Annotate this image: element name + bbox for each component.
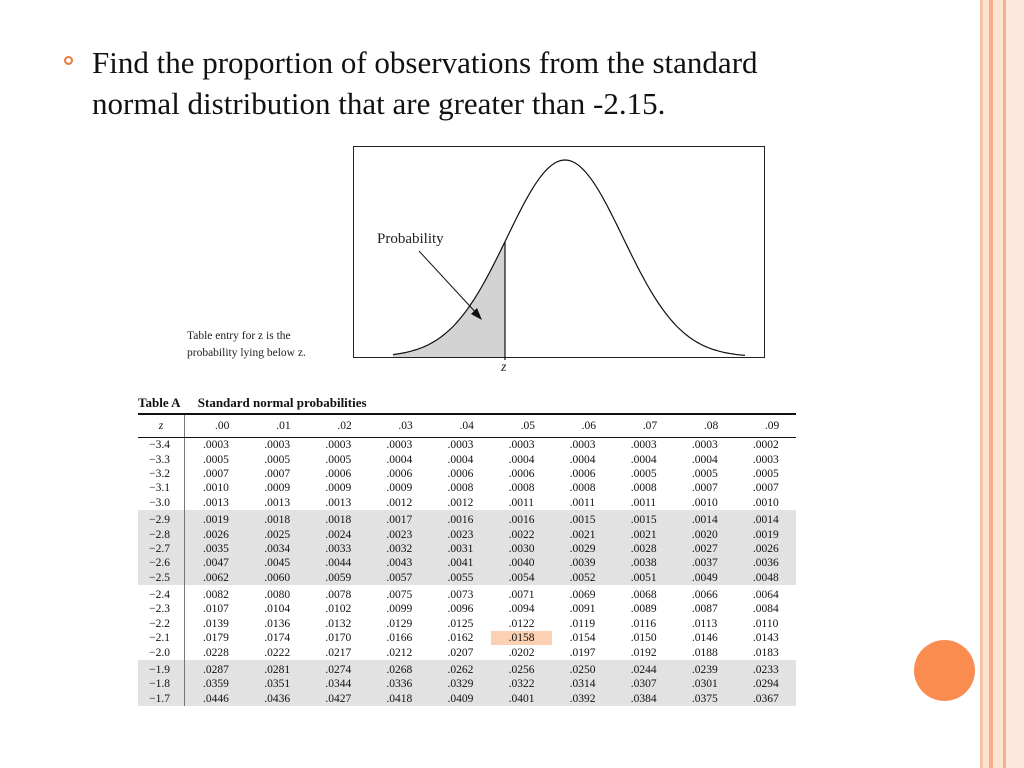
z-value-cell: −2.7 — [138, 542, 185, 556]
column-header: .02 — [337, 420, 352, 432]
probability-cell: .0136 — [264, 617, 291, 630]
probability-cell: .0032 — [368, 542, 429, 556]
probability-cell: .0401 — [491, 692, 552, 706]
z-table-grid — [138, 415, 796, 706]
probability-cell: .0244 — [613, 660, 674, 677]
z-value-cell: −2.5 — [138, 571, 185, 585]
probability-cell: .0016 — [491, 510, 552, 527]
probability-cell: .0384 — [613, 692, 674, 706]
table-label: Table A — [138, 395, 181, 410]
figure-caption — [187, 328, 306, 362]
probability-cell: .0143 — [752, 632, 779, 645]
probability-cell: .0008 — [447, 482, 474, 495]
probability-cell: .0004 — [508, 453, 535, 466]
table-row — [138, 467, 796, 481]
probability-cell: .0116 — [630, 617, 657, 630]
probability-cell: .0014 — [735, 510, 796, 527]
probability-cell: .0436 — [246, 692, 307, 706]
probability-cell: .0104 — [264, 603, 291, 616]
probability-cell: .0022 — [491, 527, 552, 541]
probability-cell: .0262 — [430, 660, 491, 677]
probability-cell: .0179 — [203, 632, 229, 645]
column-header: .05 — [520, 420, 535, 432]
probability-cell: .0052 — [552, 571, 613, 585]
probability-cell: .0026 — [735, 542, 796, 556]
probability-cell: .0007 — [691, 482, 718, 495]
probability-cell: .0096 — [447, 603, 474, 616]
probability-cell: .0082 — [203, 589, 229, 602]
probability-cell: .0009 — [264, 482, 291, 495]
probability-cell: .0055 — [430, 571, 491, 585]
probability-cell: .0125 — [447, 617, 474, 630]
probability-cell: .0367 — [735, 692, 796, 706]
probability-cell: .0003 — [691, 439, 718, 452]
probability-cell: .0010 — [203, 482, 229, 495]
z-value-cell: −2.4 — [138, 585, 185, 602]
table-row — [138, 438, 796, 452]
probability-cell: .0004 — [630, 453, 657, 466]
probability-cell: .0078 — [325, 589, 352, 602]
probability-cell: .0071 — [508, 589, 535, 602]
table-row — [138, 571, 796, 585]
column-header: .00 — [215, 420, 230, 432]
z-value-cell: −2.1 — [138, 631, 185, 645]
probability-cell: .0256 — [491, 660, 552, 677]
probability-cell: .0073 — [447, 589, 474, 602]
probability-cell: .0034 — [246, 542, 307, 556]
probability-cell: .0197 — [569, 646, 596, 659]
probability-cell: .0375 — [674, 692, 735, 706]
decorative-circle — [914, 640, 975, 701]
probability-cell: .0006 — [386, 467, 413, 480]
probability-cell: .0028 — [613, 542, 674, 556]
probability-cell: .0068 — [630, 589, 657, 602]
caption-line-2: probability lying below z. — [187, 347, 306, 359]
probability-cell: .0207 — [447, 646, 474, 659]
probability-cell: .0139 — [203, 617, 229, 630]
probability-cell: .0183 — [752, 646, 779, 659]
probability-cell: .0003 — [508, 439, 535, 452]
table-row — [138, 660, 796, 677]
probability-cell: .0268 — [368, 660, 429, 677]
probability-cell: .0239 — [674, 660, 735, 677]
probability-cell: .0002 — [752, 439, 779, 452]
z-value-cell: −3.1 — [138, 481, 185, 495]
probability-cell: .0446 — [185, 692, 247, 706]
z-value-cell: −2.0 — [138, 645, 185, 659]
probability-cell: .0026 — [185, 527, 247, 541]
column-header: .06 — [581, 420, 597, 432]
probability-cell: .0012 — [386, 496, 413, 509]
probability-cell: .0048 — [735, 571, 796, 585]
probability-cell: .0035 — [185, 542, 247, 556]
probability-cell: .0033 — [307, 542, 368, 556]
probability-cell: .0003 — [630, 439, 657, 452]
caption-line-1: Table entry for z is the — [187, 330, 291, 342]
table-row — [138, 542, 796, 556]
probability-cell: .0040 — [491, 556, 552, 570]
table-row — [138, 496, 796, 510]
probability-cell: .0110 — [752, 617, 779, 630]
table-row — [138, 585, 796, 602]
probability-cell: .0427 — [307, 692, 368, 706]
probability-cell: .0045 — [246, 556, 307, 570]
z-value-cell: −2.8 — [138, 527, 185, 541]
probability-cell: .0188 — [691, 646, 718, 659]
table-row — [138, 527, 796, 541]
probability-cell: .0017 — [368, 510, 429, 527]
table-title — [138, 394, 796, 413]
probability-cell: .0011 — [569, 496, 596, 509]
probability-cell: .0009 — [325, 482, 352, 495]
z-value-cell: −1.7 — [138, 692, 185, 706]
table-row — [138, 631, 796, 645]
z-value-cell: −3.3 — [138, 452, 185, 466]
probability-cell: .0359 — [185, 677, 247, 691]
probability-cell: .0146 — [691, 632, 718, 645]
probability-cell: .0006 — [325, 467, 352, 480]
table-row — [138, 617, 796, 631]
z-value-cell: −1.9 — [138, 660, 185, 677]
probability-cell: .0019 — [185, 510, 247, 527]
probability-cell: .0075 — [386, 589, 413, 602]
probability-cell: .0392 — [552, 692, 613, 706]
probability-cell: .0029 — [552, 542, 613, 556]
probability-cell: .0064 — [752, 589, 779, 602]
probability-cell: .0059 — [307, 571, 368, 585]
probability-cell: .0301 — [674, 677, 735, 691]
probability-cell: .0039 — [552, 556, 613, 570]
probability-cell: .0007 — [203, 467, 229, 480]
probability-cell: .0044 — [307, 556, 368, 570]
probability-cell: .0005 — [691, 467, 718, 480]
table-header-row — [138, 415, 796, 437]
probability-cell: .0170 — [325, 632, 352, 645]
table-caption: Standard normal probabilities — [197, 395, 367, 410]
probability-cell: .0006 — [447, 467, 474, 480]
table-row — [138, 677, 796, 691]
probability-cell: .0008 — [630, 482, 657, 495]
probability-cell: .0174 — [264, 632, 291, 645]
probability-cell: .0322 — [491, 677, 552, 691]
z-column-header: z — [138, 415, 185, 437]
probability-cell: .0162 — [447, 632, 474, 645]
probability-cell: .0007 — [264, 467, 291, 480]
probability-cell: .0036 — [735, 556, 796, 570]
probability-cell: .0122 — [508, 617, 535, 630]
question-text: Find the proportion of observations from the standard normal distribution that are greater than -2.15. — [92, 45, 758, 121]
probability-cell: .0031 — [430, 542, 491, 556]
table-row — [138, 556, 796, 570]
probability-cell: .0013 — [203, 496, 229, 509]
probability-cell: .0049 — [674, 571, 735, 585]
probability-cell: .0015 — [613, 510, 674, 527]
probability-cell: .0009 — [386, 482, 413, 495]
table-row — [138, 481, 796, 495]
bullet-icon — [64, 56, 73, 65]
probability-cell: .0166 — [386, 632, 413, 645]
column-header: .01 — [276, 420, 291, 432]
probability-cell: .0012 — [447, 496, 474, 509]
probability-cell: .0030 — [491, 542, 552, 556]
probability-cell: .0025 — [246, 527, 307, 541]
probability-cell: .0003 — [752, 453, 779, 466]
probability-cell: .0003 — [386, 439, 413, 452]
probability-cell: .0281 — [246, 660, 307, 677]
z-value-cell: −3.4 — [138, 438, 185, 452]
probability-cell: .0019 — [735, 527, 796, 541]
probability-cell: .0004 — [569, 453, 596, 466]
highlighted-cell: .0158 — [491, 631, 552, 645]
probability-cell: .0011 — [508, 496, 535, 509]
probability-cell: .0041 — [430, 556, 491, 570]
probability-cell: .0069 — [569, 589, 596, 602]
probability-cell: .0005 — [630, 467, 657, 480]
probability-cell: .0037 — [674, 556, 735, 570]
probability-cell: .0043 — [368, 556, 429, 570]
probability-cell: .0005 — [264, 453, 291, 466]
column-header: .08 — [703, 420, 719, 432]
probability-cell: .0084 — [752, 603, 779, 616]
normal-curve-figure — [353, 146, 765, 375]
probability-cell: .0018 — [307, 510, 368, 527]
probability-cell: .0057 — [368, 571, 429, 585]
probability-cell: .0003 — [203, 439, 229, 452]
probability-cell: .0202 — [508, 646, 535, 659]
probability-cell: .0307 — [613, 677, 674, 691]
probability-cell: .0150 — [630, 632, 657, 645]
z-value-cell: −2.9 — [138, 510, 185, 527]
table-row — [138, 602, 796, 616]
probability-cell: .0066 — [691, 589, 718, 602]
probability-cell: .0007 — [752, 482, 779, 495]
probability-cell: .0024 — [307, 527, 368, 541]
probability-cell: .0250 — [552, 660, 613, 677]
probability-cell: .0010 — [691, 496, 718, 509]
probability-cell: .0016 — [430, 510, 491, 527]
probability-cell: .0107 — [203, 603, 229, 616]
z-table — [138, 394, 796, 706]
probability-cell: .0003 — [447, 439, 474, 452]
probability-cell: .0314 — [552, 677, 613, 691]
probability-cell: .0062 — [185, 571, 247, 585]
probability-cell: .0418 — [368, 692, 429, 706]
table-row — [138, 510, 796, 527]
probability-cell: .0091 — [569, 603, 596, 616]
probability-cell: .0233 — [735, 660, 796, 677]
probability-cell: .0021 — [613, 527, 674, 541]
probability-cell: .0102 — [325, 603, 352, 616]
probability-cell: .0351 — [246, 677, 307, 691]
probability-cell: .0013 — [325, 496, 352, 509]
probability-cell: .0192 — [630, 646, 657, 659]
probability-cell: .0005 — [325, 453, 352, 466]
z-value-cell: −1.8 — [138, 677, 185, 691]
probability-cell: .0005 — [752, 467, 779, 480]
probability-cell: .0212 — [386, 646, 413, 659]
probability-cell: .0004 — [386, 453, 413, 466]
probability-cell: .0228 — [203, 646, 229, 659]
probability-cell: .0080 — [264, 589, 291, 602]
probability-cell: .0129 — [386, 617, 413, 630]
normal-curve-svg — [353, 146, 765, 360]
column-header: .07 — [642, 420, 658, 432]
probability-cell: .0051 — [613, 571, 674, 585]
probability-cell: .0119 — [569, 617, 596, 630]
column-header: .04 — [459, 420, 474, 432]
column-header: .09 — [764, 420, 780, 432]
probability-cell: .0287 — [185, 660, 247, 677]
table-body — [138, 437, 796, 706]
probability-cell: .0222 — [264, 646, 291, 659]
probability-cell: .0336 — [368, 677, 429, 691]
probability-cell: .0005 — [203, 453, 229, 466]
probability-cell: .0006 — [508, 467, 535, 480]
probability-cell: .0154 — [569, 632, 596, 645]
probability-cell: .0294 — [735, 677, 796, 691]
z-value-cell: −2.6 — [138, 556, 185, 570]
figure-frame — [354, 147, 765, 358]
probability-cell: .0008 — [508, 482, 535, 495]
probability-cell: .0013 — [264, 496, 291, 509]
probability-cell: .0023 — [368, 527, 429, 541]
probability-cell: .0409 — [430, 692, 491, 706]
z-value-cell: −2.2 — [138, 617, 185, 631]
probability-cell: .0217 — [325, 646, 352, 659]
probability-cell: .0015 — [552, 510, 613, 527]
probability-cell: .0094 — [508, 603, 535, 616]
probability-cell: .0329 — [430, 677, 491, 691]
probability-cell: .0003 — [325, 439, 352, 452]
probability-cell: .0018 — [246, 510, 307, 527]
table-row — [138, 692, 796, 706]
probability-cell: .0132 — [325, 617, 352, 630]
probability-cell: .0014 — [674, 510, 735, 527]
probability-cell: .0003 — [264, 439, 291, 452]
probability-cell: .0047 — [185, 556, 247, 570]
probability-cell: .0087 — [691, 603, 718, 616]
probability-cell: .0027 — [674, 542, 735, 556]
probability-cell: .0011 — [630, 496, 657, 509]
probability-cell: .0003 — [569, 439, 596, 452]
table-row — [138, 452, 796, 466]
probability-cell: .0010 — [752, 496, 779, 509]
column-header: .03 — [398, 420, 413, 432]
z-value-cell: −3.0 — [138, 496, 185, 510]
probability-cell: .0099 — [386, 603, 413, 616]
probability-cell: .0274 — [307, 660, 368, 677]
probability-cell: .0021 — [552, 527, 613, 541]
table-row — [138, 645, 796, 659]
z-value-cell: −3.2 — [138, 467, 185, 481]
probability-cell: .0038 — [613, 556, 674, 570]
probability-cell: .0004 — [447, 453, 474, 466]
z-label: z — [501, 360, 507, 375]
probability-cell: .0008 — [569, 482, 596, 495]
z-value-cell: −2.3 — [138, 602, 185, 616]
probability-cell: .0020 — [674, 527, 735, 541]
probability-cell: .0089 — [630, 603, 657, 616]
probability-cell: .0004 — [691, 453, 718, 466]
probability-label: Probability — [377, 231, 444, 247]
probability-cell: .0006 — [569, 467, 596, 480]
probability-cell: .0344 — [307, 677, 368, 691]
probability-cell: .0060 — [246, 571, 307, 585]
probability-cell: .0113 — [691, 617, 718, 630]
decorative-stripes — [980, 0, 1024, 768]
probability-cell: .0054 — [491, 571, 552, 585]
probability-cell: .0023 — [430, 527, 491, 541]
